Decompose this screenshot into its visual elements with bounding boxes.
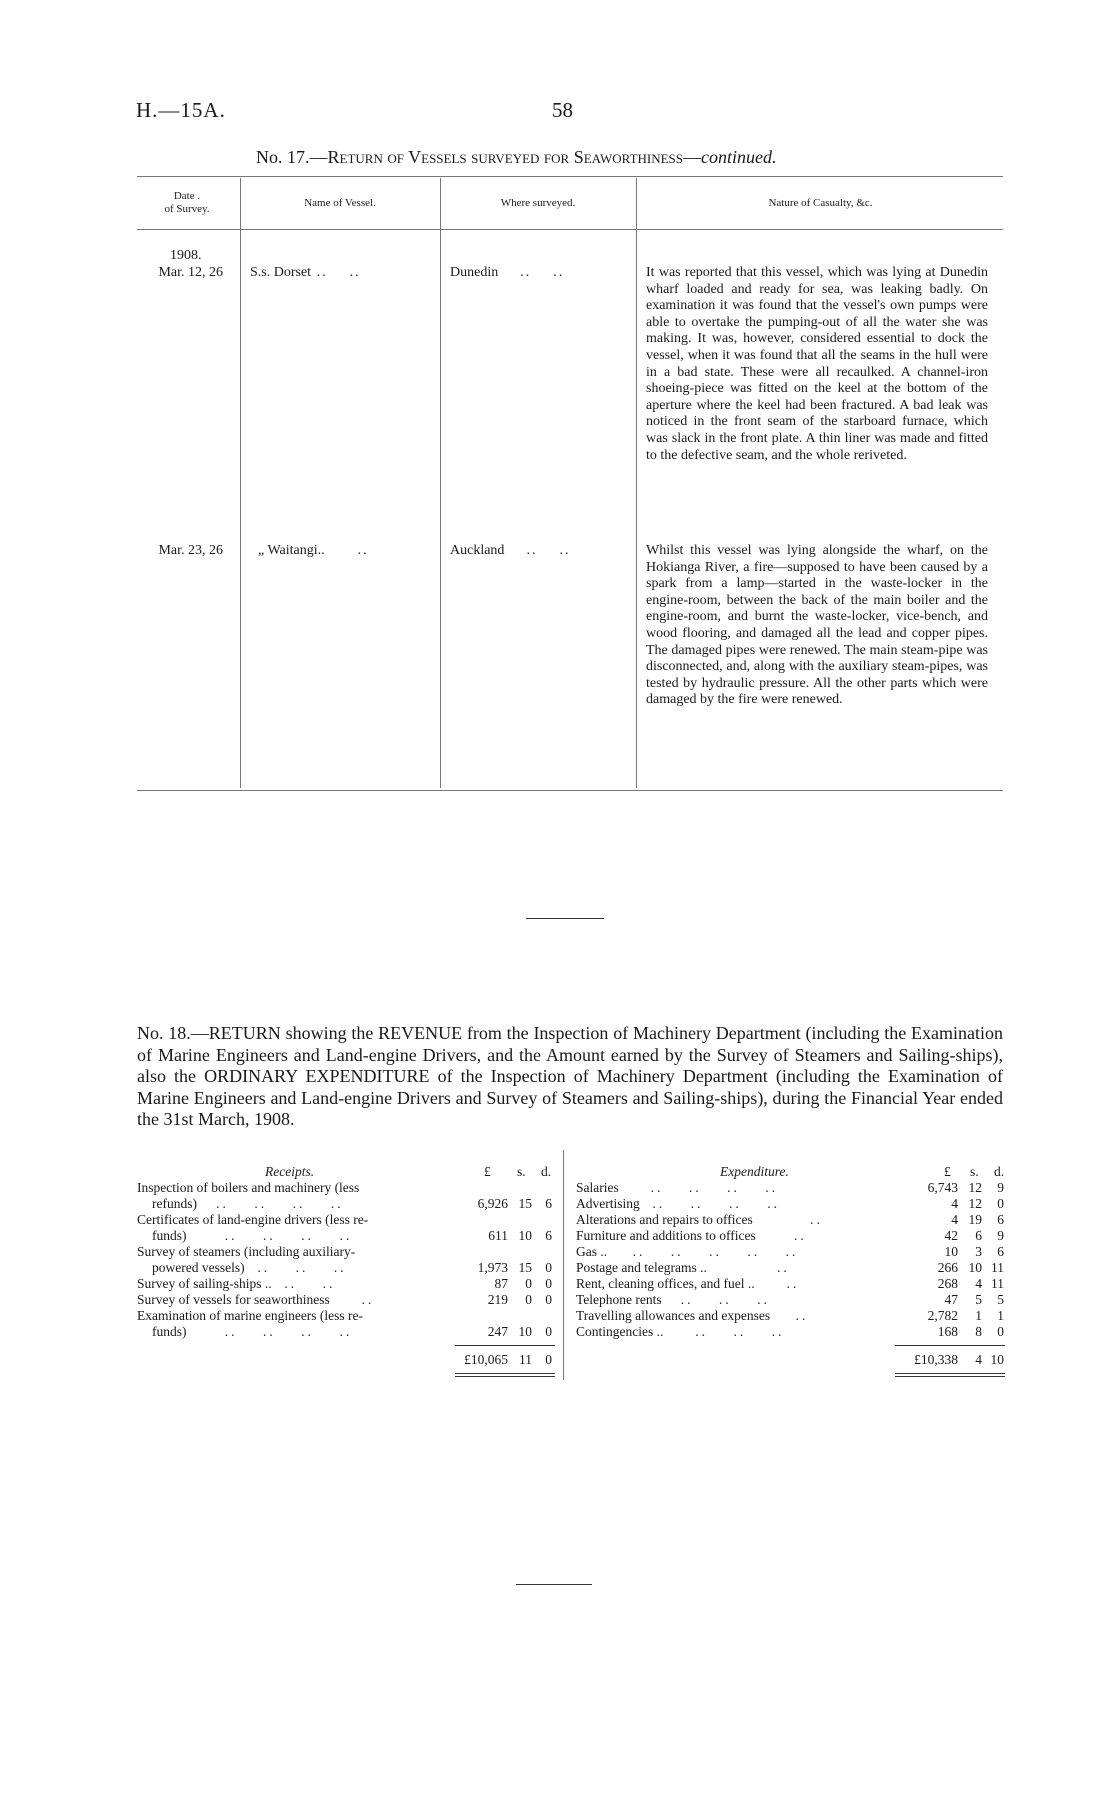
expenditure-pence: 6 <box>997 1244 1004 1259</box>
expenditure-heading: Expenditure. <box>720 1164 789 1179</box>
receipts-total-rule <box>455 1376 555 1377</box>
expenditure-pounds: 47 <box>944 1292 958 1307</box>
table17-header-rule <box>137 229 1003 230</box>
page-reference: H.—15A. <box>136 98 226 122</box>
page-number: 58 <box>552 98 573 122</box>
expenditure-pounds: 168 <box>937 1324 958 1339</box>
expenditure-label: Furniture and additions to offices .. <box>576 1228 807 1243</box>
expenditure-pence: 1 <box>997 1308 1004 1323</box>
table17-col-divider <box>240 178 241 788</box>
row2-where: Auckland .. .. <box>450 543 571 558</box>
receipt-label-line: Inspection of boilers and machinery (less <box>137 1180 360 1195</box>
expenditure-pence: 6 <box>997 1212 1004 1227</box>
receipt-shillings: 15 <box>518 1260 532 1275</box>
expenditure-pence: 0 <box>997 1196 1004 1211</box>
expenditure-shillings: 12 <box>968 1180 982 1195</box>
row1-where: Dunedin .. .. <box>450 265 565 280</box>
receipts-subtotal-rule <box>455 1345 555 1346</box>
expenditure-shillings-header: s. <box>970 1164 979 1179</box>
receipts-pence-header: d. <box>541 1164 552 1179</box>
expenditure-label: Gas .. .. .. .. .. .. <box>576 1244 799 1259</box>
receipts-heading: Receipts. <box>265 1164 315 1179</box>
table17-title-suffix: continued. <box>701 147 777 167</box>
expenditure-pence: 11 <box>991 1276 1004 1291</box>
expenditure-pence-header: d. <box>994 1164 1005 1179</box>
receipt-pounds: 219 <box>487 1292 508 1307</box>
expenditure-label: Telephone rents .. .. .. <box>576 1292 771 1307</box>
table17-header-nature: Nature of Casualty, &c. <box>768 197 873 209</box>
table17-header-vessel: Name of Vessel. <box>304 197 376 209</box>
table17-col-divider <box>636 178 637 788</box>
table17-bottom-rule <box>137 790 1003 791</box>
expenditure-shillings: 3 <box>975 1244 982 1259</box>
receipt-pounds: 247 <box>487 1324 508 1339</box>
receipt-pence: 0 <box>545 1324 552 1339</box>
row2-nature: Whilst this vessel was lying alongside the wharf, on the Hokianga River, a fire—supposed to have been caused by a spark from a lamp—started in the waste-locker in the engine-room, between the back of the main boiler and the engine-room, and burnt the waste-locker, vice-bench, and wood flooring, and damaged all the lead and copper pipes. The damaged pipes were renewed. The main steam-pipe was disconnected, and, along with the auxiliary steam-pipes, was tested by hydraulic pressure. All the other parts which were damaged by the fire were renewed. <box>646 543 988 708</box>
receipt-label-line: refunds) .. .. .. .. <box>152 1196 344 1211</box>
expenditure-total-rule <box>895 1376 1005 1377</box>
receipt-label-line: Survey of sailing-ships .. .. .. <box>137 1276 336 1291</box>
expenditure-pence: 0 <box>997 1324 1004 1339</box>
accounts-divider <box>563 1150 564 1380</box>
expenditure-label: Postage and telegrams .. .. <box>576 1260 790 1275</box>
row2-vessel: „ Waitangi.. .. <box>258 543 369 558</box>
expenditure-label: Salaries .. .. .. .. <box>576 1180 779 1195</box>
receipts-pounds-header: £ <box>484 1164 491 1179</box>
expenditure-pence: 5 <box>997 1292 1004 1307</box>
receipts-total-pounds: £10,065 <box>464 1352 508 1367</box>
receipts-total-pence: 0 <box>545 1352 552 1367</box>
expenditure-shillings: 8 <box>975 1324 982 1339</box>
expenditure-pence: 9 <box>997 1180 1004 1195</box>
receipt-label-line: Survey of steamers (including auxiliary- <box>137 1244 356 1259</box>
receipt-pence: 0 <box>545 1260 552 1275</box>
receipt-shillings: 10 <box>518 1228 532 1243</box>
expenditure-label: Contingencies .. .. .. .. <box>576 1324 785 1339</box>
receipt-pounds: 611 <box>488 1228 508 1243</box>
receipt-shillings: 0 <box>525 1276 532 1291</box>
expenditure-pounds: 10 <box>944 1244 958 1259</box>
expenditure-pounds: 268 <box>937 1276 958 1291</box>
receipt-pence: 0 <box>545 1276 552 1291</box>
expenditure-pounds: 6,743 <box>927 1180 958 1195</box>
table18-title: No. 18.—RETURN showing the REVENUE from the Inspection of Machinery Department (including the Examination of Marine Engineers and Land-engine Drivers, and the Amount earned by the Survey of Steamers and Sailing-ships), also the ORDINARY EXPENDITURE of the Inspection of Machinery Department (including the Examination of Marine Engineers and Land-engine Drivers and Survey of Steamers and Sailing-ships), during the Financial Year ended the 31st March, 1908. <box>137 1023 1003 1129</box>
receipt-label-line: powered vessels) .. .. .. <box>152 1260 347 1275</box>
receipt-pounds: 87 <box>494 1276 508 1291</box>
receipt-label-line: Examination of marine engineers (less re- <box>137 1308 364 1323</box>
expenditure-pounds: 42 <box>944 1228 958 1243</box>
receipt-label-line: Certificates of land-engine drivers (less re- <box>137 1212 369 1227</box>
receipt-pence: 6 <box>545 1228 552 1243</box>
expenditure-pounds: 4 <box>951 1196 958 1211</box>
section-separator <box>526 918 604 919</box>
expenditure-total-pence: 10 <box>990 1352 1004 1367</box>
expenditure-pence: 9 <box>997 1228 1004 1243</box>
table17-header-where: Where surveyed. <box>500 197 576 209</box>
row1-nature: It was reported that this vessel, which was lying at Dunedin wharf loaded and ready for sea, was leaking badly. On examination it was found that the vessel's own pumps were able to overtake the pumping-out of all the water she was making. It was, however, considered essential to dock the vessel, when it was found that all the seams in the hull were in a bad state. These were all recaulked. A channel-iron shoeing-piece was fitted on the keel at the bottom of the aperture where the keel had been fractured. A bad leak was noticed in the front seam of the starboard furnace, which was slack in the front plate. A thin liner was made and fitted to the defective seam, and the whole reriveted. <box>646 265 988 463</box>
row2-date: Mar. 23, 26 <box>158 543 223 558</box>
expenditure-label: Travelling allowances and expenses .. <box>576 1308 809 1323</box>
table17-title-prefix: No. 17.— <box>256 147 328 167</box>
receipt-pence: 6 <box>545 1196 552 1211</box>
table17-year: 1908. <box>170 248 202 263</box>
expenditure-label: Advertising .. .. .. .. <box>576 1196 780 1211</box>
receipt-label-line: funds) .. .. .. .. <box>152 1228 353 1243</box>
row1-date: Mar. 12, 26 <box>158 265 223 280</box>
expenditure-shillings: 10 <box>968 1260 982 1275</box>
expenditure-total-rule <box>895 1373 1005 1374</box>
expenditure-shillings: 1 <box>975 1308 982 1323</box>
table17-title <box>256 147 777 168</box>
expenditure-label: Rent, cleaning offices, and fuel .. .. <box>576 1276 800 1291</box>
expenditure-shillings: 6 <box>975 1228 982 1243</box>
expenditure-pence: 11 <box>991 1260 1004 1275</box>
page-end-separator <box>516 1584 592 1585</box>
receipts-total-rule <box>455 1373 555 1374</box>
expenditure-pounds: 4 <box>951 1212 958 1227</box>
receipt-shillings: 10 <box>518 1324 532 1339</box>
expenditure-shillings: 5 <box>975 1292 982 1307</box>
receipt-pounds: 1,973 <box>477 1260 508 1275</box>
expenditure-label: Alterations and repairs to offices .. <box>576 1212 823 1227</box>
receipt-label-line: Survey of vessels for seaworthiness .. <box>137 1292 375 1307</box>
table17-title-main: Return of Vessels surveyed for Seaworthiness— <box>327 147 702 167</box>
table17-col-divider <box>440 178 441 788</box>
table17-top-rule <box>137 176 1003 177</box>
expenditure-shillings: 12 <box>968 1196 982 1211</box>
receipts-shillings-header: s. <box>517 1164 526 1179</box>
row1-vessel: S.s. Dorset .. .. <box>250 265 361 280</box>
expenditure-pounds: 2,782 <box>927 1308 958 1323</box>
table17-header-date: Date . of Survey. <box>164 190 210 215</box>
expenditure-total-pounds: £10,338 <box>914 1352 958 1367</box>
receipt-label-line: funds) .. .. .. .. <box>152 1324 353 1339</box>
expenditure-subtotal-rule <box>895 1345 1005 1346</box>
expenditure-pounds: 266 <box>937 1260 958 1275</box>
receipt-shillings: 15 <box>518 1196 532 1211</box>
receipt-pence: 0 <box>545 1292 552 1307</box>
receipt-pounds: 6,926 <box>477 1196 508 1211</box>
expenditure-shillings: 4 <box>975 1276 982 1291</box>
expenditure-pounds-header: £ <box>944 1164 951 1179</box>
expenditure-shillings: 19 <box>968 1212 982 1227</box>
expenditure-total-shillings: 4 <box>975 1352 982 1367</box>
receipt-shillings: 0 <box>525 1292 532 1307</box>
receipts-total-shillings: 11 <box>519 1352 532 1367</box>
